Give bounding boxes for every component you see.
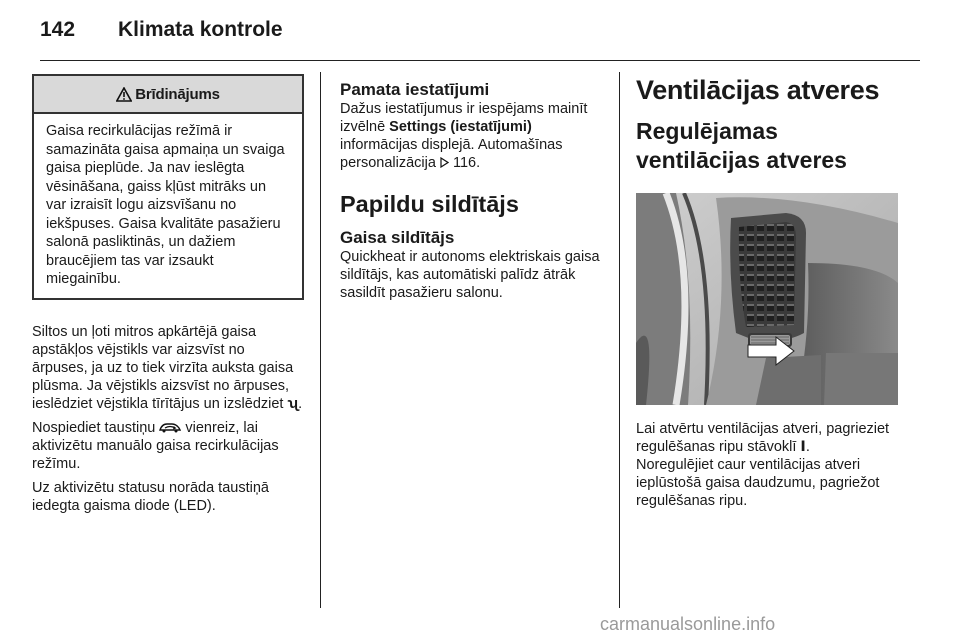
vent-illustration-svg	[636, 193, 898, 405]
vents-adjust-paragraph: Noregulējiet caur ventilācijas atveri ieplūstošā gaisa daudzumu, pagriežot regulēšanas ripu.	[636, 457, 880, 509]
recirculation-paragraph: Nospiediet taustiņu vienreiz, lai aktivizētu manuālo gaisa recirkulācijas režīmu.	[32, 419, 279, 472]
heater-heading: Papildu sildītājs	[340, 191, 519, 217]
column-divider-2	[619, 72, 620, 608]
warning-header	[34, 76, 302, 114]
warning-text: Gaisa recirkulācijas režīmā ir samazināta gaisa apmaiņa un svaiga gaisa pieplūde. Ja nav ieslēgta vēsināšana, gaiss kļūst mitrāks un var izraisīt logu aizsvīšanu no iekšpuses. Gaisa kvalitāte pasažieru salonā pasliktinās, un dažiem braucējiem tas var izsaukt miegainību.	[46, 123, 285, 287]
page-reference-icon	[440, 157, 449, 168]
wiper-off-icon: ʯ	[287, 395, 299, 412]
warning-title: Brīdinājums	[135, 85, 220, 103]
page-title: Klimata kontrole	[118, 18, 283, 41]
led-paragraph: Uz aktivizētu statusu norāda taustiņā iedegta gaisma diode (LED).	[32, 479, 269, 514]
vent-illustration	[636, 193, 898, 405]
recirculation-car-icon	[159, 421, 181, 433]
vents-heading: Ventilācijas atveres	[636, 75, 880, 105]
vents-open-paragraph: Lai atvērtu ventilācijas atveri, pagrieziet regulēšanas ripu stāvoklī Ⅰ.	[636, 421, 890, 455]
air-heater-paragraph: Quickheat ir autonoms elektriskais gaisa sildītājs, kas automātiski palīdz ātrāk sasildīt pasažieru salonu.	[340, 249, 600, 301]
page-number: 142	[40, 18, 76, 41]
settings-heading: Pamata iestatījumi	[340, 80, 490, 99]
column-left	[32, 74, 304, 515]
open-position-symbol: Ⅰ	[800, 439, 806, 455]
header-divider	[40, 60, 920, 61]
warning-triangle-icon	[116, 87, 132, 102]
settings-paragraph: Dažus iestatījumus ir iespējams mainīt izvēlnē Settings (iestatījumi) informācijas displejā. Automašīnas personalizācija 116.	[340, 101, 588, 171]
air-heater-heading: Gaisa sildītājs	[340, 228, 455, 247]
condensation-paragraph: Siltos un ļoti mitros apkārtējā gaisa apstākļos vējstikls var aizsvīst no ārpuses, ja uz to tiek virzīta auksta gaisa plūsma. Ja vējstikls aizsvīst no ārpuses, ieslēdziet vējstikla tīrītājus un izslēdziet ʯ.	[32, 323, 303, 412]
page-header	[40, 18, 920, 48]
column-right	[636, 74, 908, 510]
column-divider-1	[320, 72, 321, 608]
warning-box	[32, 74, 304, 300]
adjustable-vents-heading: Regulējamas ventilācijas atveres	[636, 118, 847, 173]
column-middle	[340, 80, 605, 302]
watermark: carmanualsonline.info	[600, 614, 776, 634]
